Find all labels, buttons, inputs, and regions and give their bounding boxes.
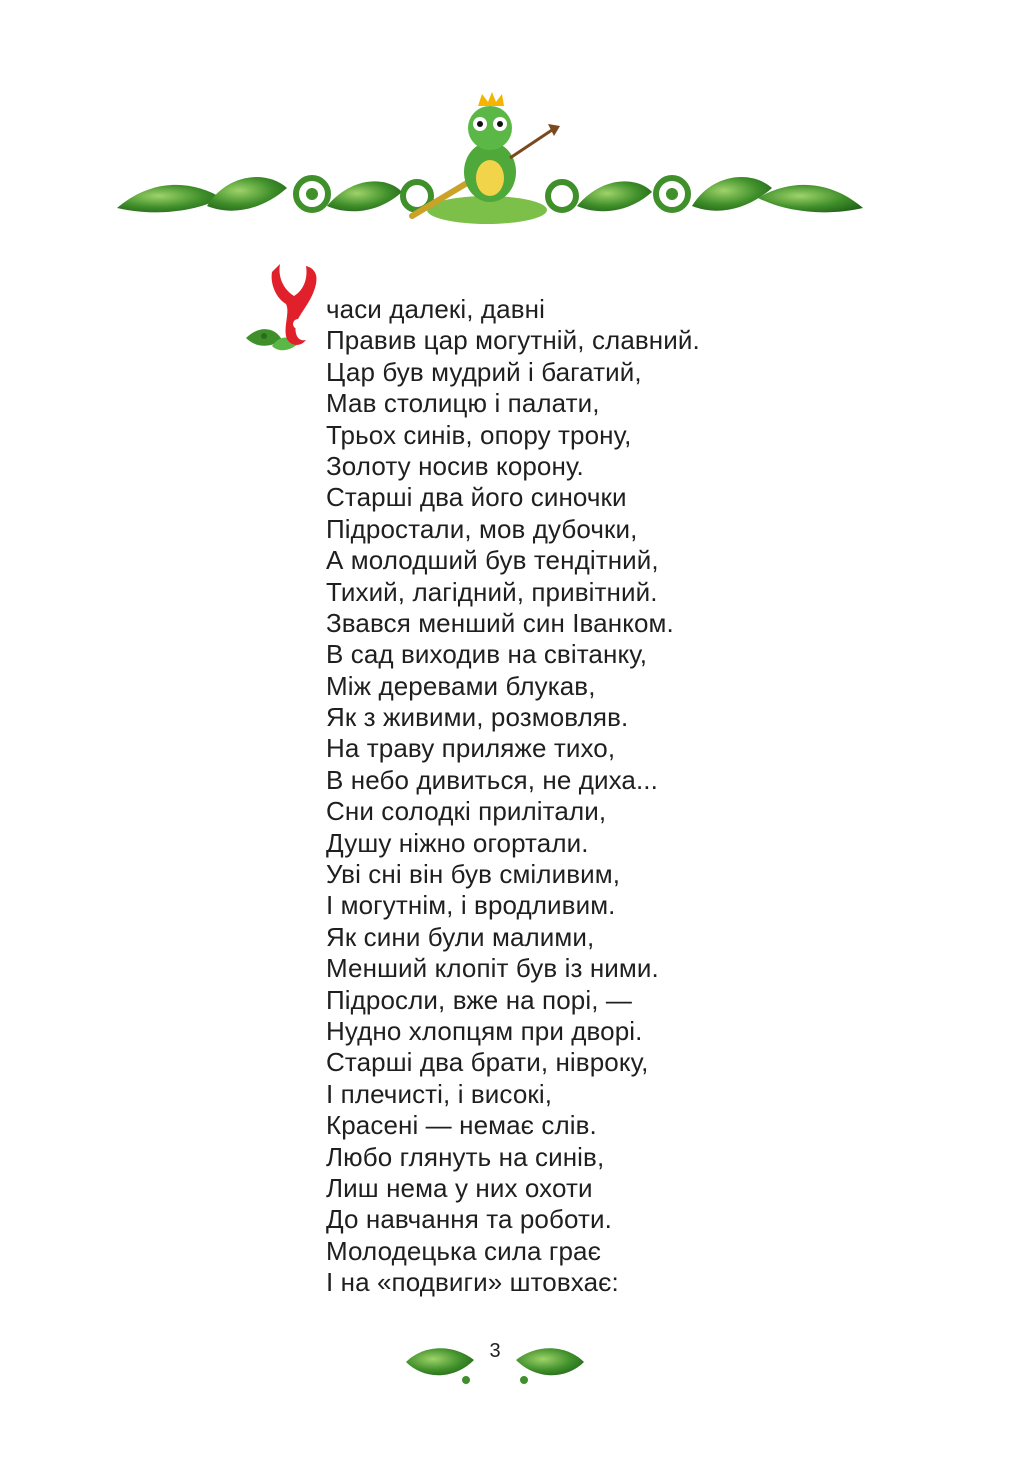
left-leaf-border — [117, 177, 431, 212]
poem-line: Як з живими, розмовляв. — [326, 702, 629, 733]
poem-line: Звався менший син Іванком. — [326, 607, 674, 638]
poem-line: Старші два брати, нівроку, — [326, 1047, 649, 1078]
poem-line: Мав столицю і палати, — [326, 388, 600, 419]
poem-line: Підростали, мов дубочки, — [326, 513, 638, 544]
poem-line: Молодецька сила грає — [326, 1235, 601, 1266]
poem-line: Уві сні він був сміливим, — [326, 859, 621, 890]
poem-line: Старші два його синочки — [326, 482, 627, 513]
poem-line: І на «подвиги» штовхає: — [326, 1267, 619, 1298]
poem-line: Менший клопіт був із ними. — [326, 953, 659, 984]
poem-line: часи далекі, давні — [326, 294, 545, 324]
drop-cap-letter-u — [242, 258, 332, 354]
poem-line: На траву приляже тихо, — [326, 733, 616, 764]
poem-line: Цар був мудрий і багатий, — [326, 356, 642, 387]
poem-line: Між деревами блукав, — [326, 670, 596, 701]
poem-line: І плечисті, і високі, — [326, 1078, 553, 1109]
poem-line: Як сини були малими, — [326, 921, 595, 952]
poem-line: В сад виходив на світанку, — [326, 639, 648, 670]
poem-line: Сни солодкі прилітали, — [326, 796, 607, 827]
poem-line: Красені — немає слів. — [326, 1110, 597, 1141]
poem-line: Душу ніжно огортали. — [326, 827, 589, 858]
poem-line: Золоту носив корону. — [326, 450, 584, 481]
poem-line: Тихий, лагідний, привітний. — [326, 576, 658, 607]
drop-cap — [242, 258, 332, 354]
header-ornament — [112, 88, 868, 228]
poem-line: Любо глянуть на синів, — [326, 1141, 605, 1172]
poem-line: Трьох синів, опору трону, — [326, 419, 632, 450]
poem-line: До навчання та роботи. — [326, 1204, 612, 1235]
frog-prince-icon — [412, 92, 560, 224]
poem-line: В небо дивиться, не диха... — [326, 764, 658, 795]
poem-line: Підросли, вже на порі, — — [326, 984, 632, 1015]
poem-line: Правив цар могутній, славний. — [326, 325, 700, 356]
right-leaf-border — [548, 177, 863, 212]
poem-line: А молодший був тендітний, — [326, 545, 659, 576]
poem-line: Нудно хлопцям при дворі. — [326, 1015, 643, 1046]
right-footer-leaf-icon — [516, 1348, 584, 1375]
left-footer-leaf-icon — [406, 1348, 474, 1375]
poem-line: Лиш нема у них охоти — [326, 1172, 593, 1203]
poem-line: І могутнім, і вродливим. — [326, 890, 616, 921]
page-number: 3 — [489, 1340, 501, 1362]
poem-text — [326, 294, 700, 1299]
